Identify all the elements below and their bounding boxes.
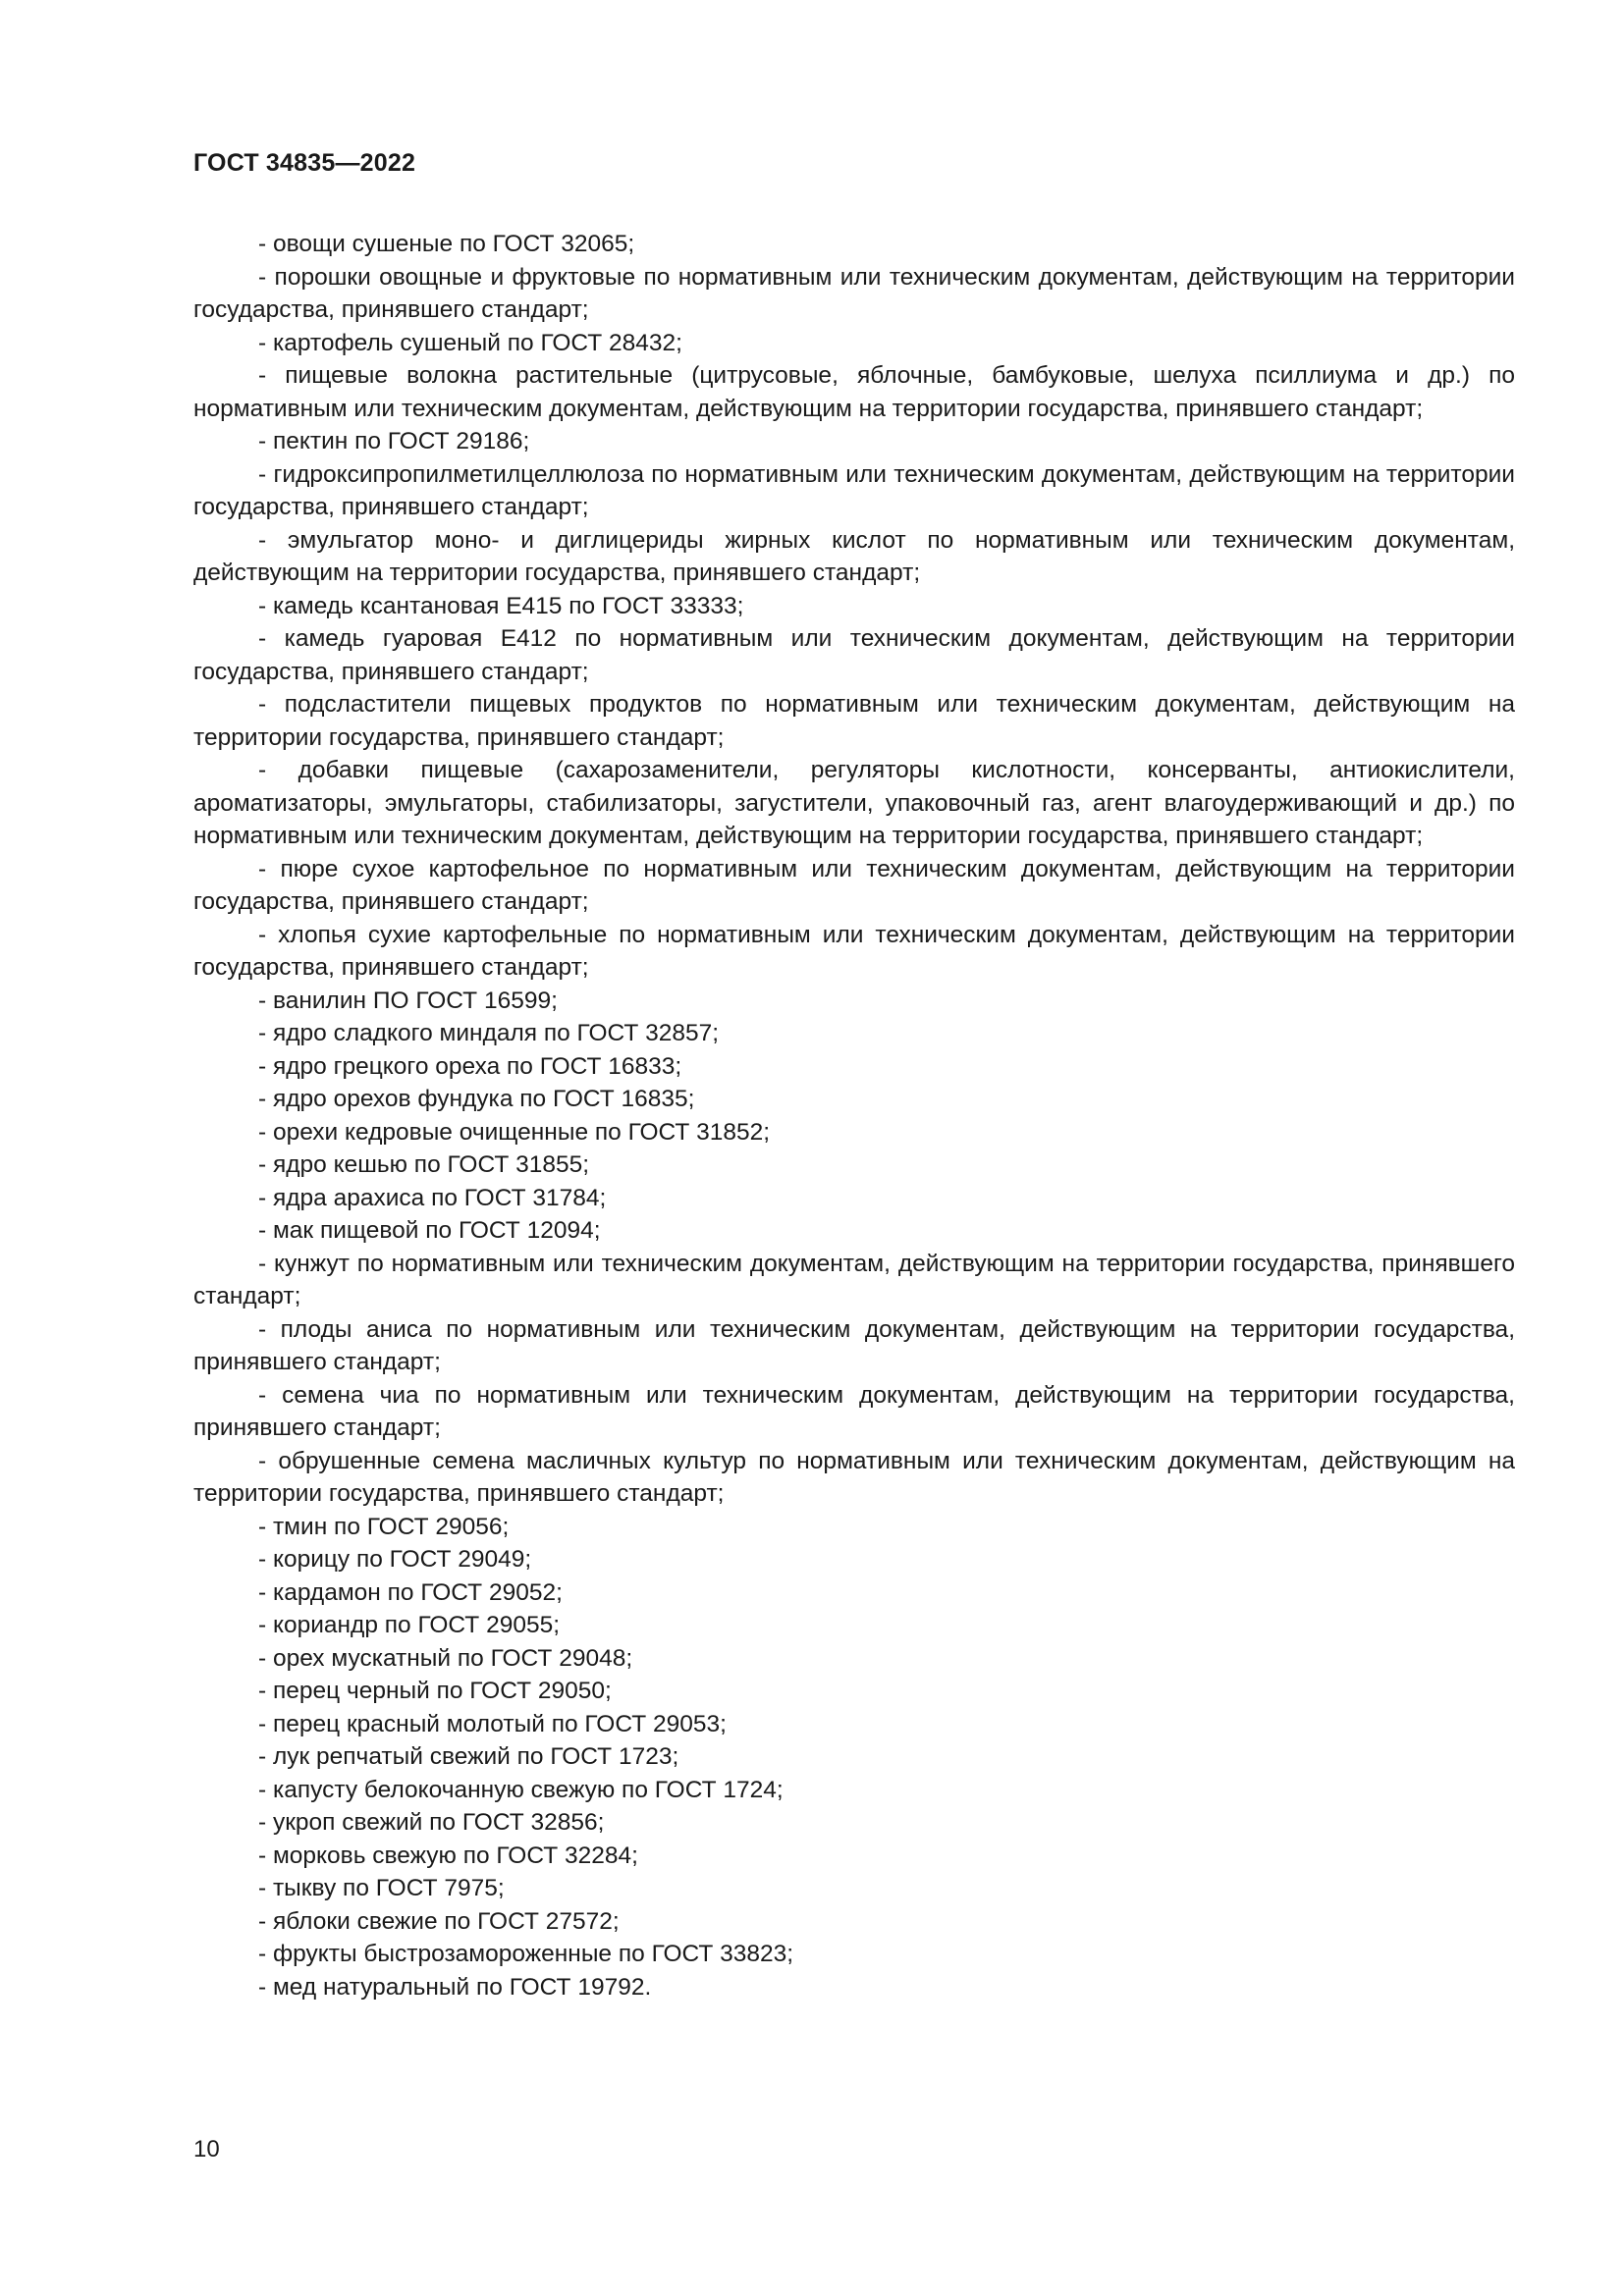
list-item: - гидроксипропилметилцеллюлоза по нормативным или техническим документам, действующим на территории государства, принявшего стандарт; (193, 460, 1515, 520)
list-item: - фрукты быстрозамороженные по ГОСТ 33823; (258, 1941, 794, 1967)
list-item: - яблоки свежие по ГОСТ 27572; (258, 1907, 620, 1935)
list-item: - морковь свежую по ГОСТ 32284; (258, 1842, 638, 1869)
list-item: - обрушенные семена масличных культур по нормативным или техническим документам, действующим на территории государства, принявшего стандарт; (193, 1447, 1515, 1507)
list-item: - мак пищевой по ГОСТ 12094; (258, 1217, 601, 1244)
list-item: - картофель сушеный по ГОСТ 28432; (258, 329, 682, 356)
list-item: - порошки овощные и фруктовые по нормативным или техническим документам, действующим на территории государства, принявшего стандарт; (193, 263, 1515, 323)
list-item: - капусту белокочанную свежую по ГОСТ 1724; (258, 1776, 784, 1803)
list-item: - эмульгатор моно- и диглицериды жирных кислот по нормативным или техническим документам, действующим на территории государства, принявшего стандарт; (193, 526, 1515, 586)
list-item: - укроп свежий по ГОСТ 32856; (258, 1809, 605, 1836)
page-header: ГОСТ 34835—2022 (193, 149, 416, 177)
list-item: - ядро грецкого ореха по ГОСТ 16833; (258, 1052, 682, 1080)
list-item: - мед натуральный по ГОСТ 19792. (258, 1973, 652, 2001)
list-item: - ядра арахиса по ГОСТ 31784; (258, 1184, 607, 1211)
list-item: - овощи сушеные по ГОСТ 32065; (258, 231, 635, 257)
list-item: - ванилин ПО ГОСТ 16599; (258, 987, 558, 1014)
list-item: - семена чиа по нормативным или техническим документам, действующим на территории государства, принявшего стандарт; (193, 1381, 1515, 1441)
list-item: - подсластители пищевых продуктов по нормативным или техническим документам, действующим на территории государства, принявшего стандарт; (193, 691, 1515, 751)
list-item: - орехи кедровые очищенные по ГОСТ 31852; (258, 1118, 771, 1146)
list-item: - корицу по ГОСТ 29049; (258, 1546, 532, 1573)
list-item: - тмин по ГОСТ 29056; (258, 1513, 510, 1540)
list-item: - кардамон по ГОСТ 29052; (258, 1578, 563, 1606)
list-item: - камедь гуаровая Е412 по нормативным или техническим документам, действующим на территории государства, принявшего стандарт; (193, 625, 1515, 685)
list-item: - кунжут по нормативным или техническим документам, действующим на территории государства, принявшего стандарт; (193, 1250, 1515, 1309)
list-item: - перец красный молотый по ГОСТ 29053; (258, 1710, 727, 1737)
list-item: - пищевые волокна растительные (цитрусовые, яблочные, бамбуковые, шелуха псиллиума и др.) по нормативным или техническим документам, действующим на территории государства, принявшего стандарт; (193, 362, 1515, 422)
list-item: - плоды аниса по нормативным или техническим документам, действующим на территории государства, принявшего стандарт; (193, 1315, 1515, 1375)
list-item: - тыкву по ГОСТ 7975; (258, 1875, 505, 1901)
page-number: 10 (193, 2136, 220, 2163)
list-item: - ядро кешью по ГОСТ 31855; (258, 1151, 590, 1178)
list-item: - перец черный по ГОСТ 29050; (258, 1678, 612, 1704)
list-item: - кориандр по ГОСТ 29055; (258, 1612, 561, 1638)
document-body (193, 228, 1515, 2003)
list-item: - камедь ксантановая Е415 по ГОСТ 33333; (258, 592, 744, 619)
list-item: - ядро орехов фундука по ГОСТ 16835; (258, 1086, 695, 1112)
list-item: - орех мускатный по ГОСТ 29048; (258, 1644, 633, 1672)
list-item: - пектин по ГОСТ 29186; (258, 428, 530, 454)
list-item: - добавки пищевые (сахарозаменители, регуляторы кислотности, консерванты, антиокислители, ароматизаторы, эмульгаторы, стабилизаторы, загустители, упаковочный газ, агент влагоудерживающий и др.) по нормативным или техническим документам, действующим на территории государства, принявшего стандарт; (193, 757, 1515, 849)
list-item: - хлопья сухие картофельные по нормативным или техническим документам, действующим на территории государства, принявшего стандарт; (193, 921, 1515, 981)
list-item: - лук репчатый свежий по ГОСТ 1723; (258, 1743, 679, 1770)
list-item: - ядро сладкого миндаля по ГОСТ 32857; (258, 1020, 720, 1046)
list-item: - пюре сухое картофельное по нормативным или техническим документам, действующим на территории государства, принявшего стандарт; (193, 855, 1515, 915)
